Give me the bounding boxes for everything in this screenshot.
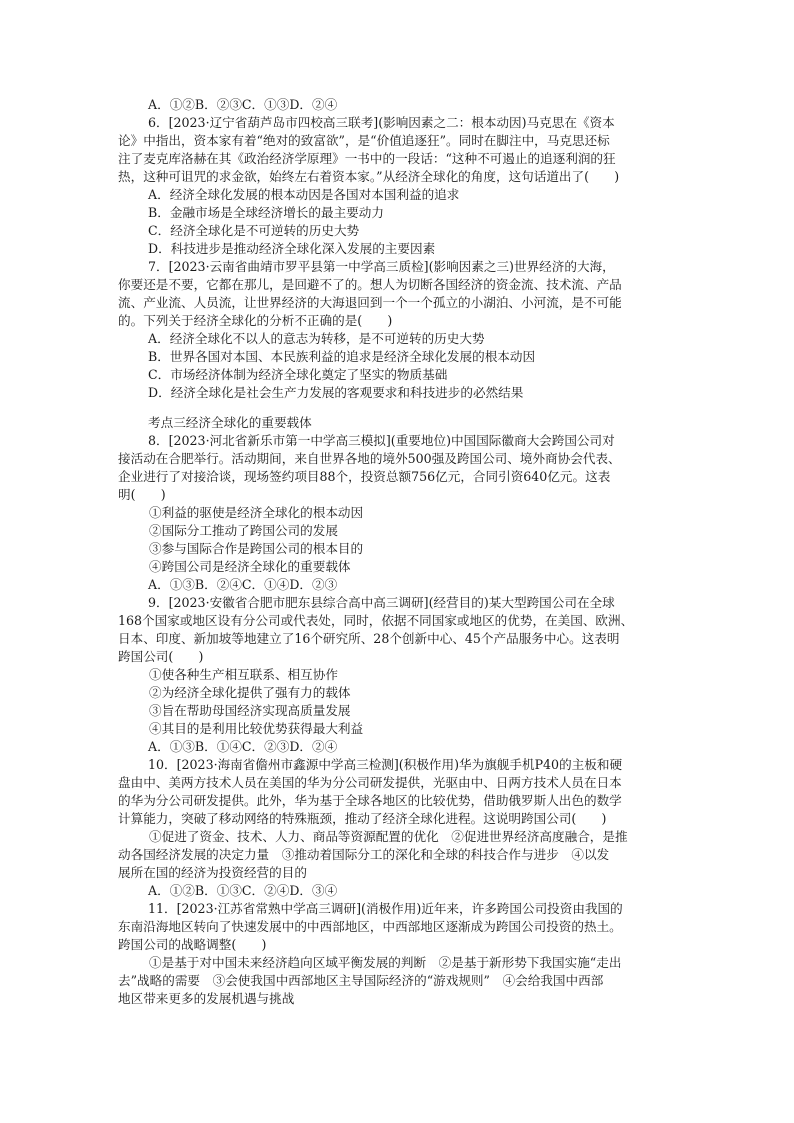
q9-stem-line-2: 168个国家或地区设有分公司或代表处，同时，依据不同国家或地区的优势，在美国、欧洲、 <box>118 613 634 628</box>
q8-statement-1: ①利益的驱使是经济全球化的根本动因 <box>149 505 364 520</box>
q10-stem-line-2: 盘由中、美两方技术人员在美国的华为分公司研发提供，光驱由中、日两方技术人员在日本 <box>118 775 622 790</box>
q9-options: A．①③B．①④C．②③D．②④ <box>148 739 338 754</box>
q8-statement-4: ④跨国公司是经济全球化的重要载体 <box>149 559 351 574</box>
document-page <box>118 96 678 1008</box>
question-10 <box>118 756 678 900</box>
q7-stem-line-4: 的。下列关于经济全球化的分析不正确的是( ) <box>118 313 393 328</box>
question-9 <box>118 594 678 756</box>
q9-statement-2: ②为经济全球化提供了强有力的载体 <box>149 685 351 700</box>
q11-statements-line-2: 去”战略的需要 ③会使我国中西部地区主导国际经济的“游戏规则” ④会给我国中西部 <box>118 973 604 988</box>
q7-option-d: D．经济全球化是社会生产力发展的客观要求和科技进步的必然结果 <box>148 385 524 400</box>
q8-stem-line-4: 明( ) <box>118 487 166 502</box>
q8-stem-line-2: 接活动在合肥举行。活动期间，来自世界各地的境外500强及跨国公司、境外商协会代表、 <box>118 451 621 466</box>
q6-option-c: C．经济全球化是不可逆转的历史大势 <box>148 223 360 238</box>
q11-stem-line-1: 11．[2023·江苏省常熟中学高三调研](消极作用)近年来，许多跨国公司投资由我国的 <box>148 901 623 916</box>
question-11 <box>118 900 678 1008</box>
q8-stem-line-1: 8．[2023·河北省新乐市第一中学高三模拟](重要地位)中国国际徽商大会跨国公司对 <box>148 433 615 448</box>
q8-statement-3: ③参与国际合作是跨国公司的根本目的 <box>149 541 364 556</box>
q9-statement-4: ④其目的是利用比较优势获得最大利益 <box>149 721 364 736</box>
section-gap <box>118 402 678 414</box>
q6-stem-line-1: 6．[2023·辽宁省葫芦岛市四校高三联考](影响因素之二：根本动因)马克思在《资本 <box>148 115 615 130</box>
q6-option-a: A．经济全球化发展的根本动因是各国对本国利益的追求 <box>148 187 460 202</box>
q8-statement-2: ②国际分工推动了跨国公司的发展 <box>149 523 338 538</box>
q7-option-c: C．市场经济体制为经济全球化奠定了坚实的物质基础 <box>148 367 448 382</box>
q9-statement-3: ③旨在帮助母国经济实现高质量发展 <box>149 703 351 718</box>
q8-options: A．①③B．②④C．①④D．②③ <box>148 577 338 592</box>
q6-stem-line-4: 热，这种可诅咒的求金欲，始终左右着资本家。”从经济全球化的角度，这句话道出了( ) <box>118 169 620 184</box>
q6-option-b: B．金融市场是全球经济增长的最主要动力 <box>148 205 384 220</box>
q7-option-a: A．经济全球化不以人的意志为转移，是不可逆转的历史大势 <box>148 331 485 346</box>
q7-stem-line-3: 流、产业流、人员流，让世界经济的大海退回到一个一个孤立的小湖泊、小河流，是不可能 <box>118 295 622 310</box>
q10-statements-line-2: 动各国经济发展的决定力量 ③推动着国际分工的深化和全球的科技合作与进步 ④以发 <box>118 847 610 862</box>
prev-question-options: A．①②B．②③C．①③D．②④ <box>148 97 338 112</box>
question-7 <box>118 258 678 402</box>
q7-option-b: B．世界各国对本国、本民族利益的追求是经济全球化发展的根本动因 <box>148 349 536 364</box>
q11-statements-line-3: 地区带来更多的发展机遇与挑战 <box>118 991 295 1006</box>
q10-statements-line-3: 展所在国的经济为投资经营的目的 <box>118 865 307 880</box>
q9-stem-line-4: 跨国公司( ) <box>118 649 204 664</box>
section-3-title: 考点三经济全球化的重要载体 <box>148 415 312 430</box>
q10-stem-line-1: 10．[2023·海南省儋州市鑫源中学高三检测](积极作用)华为旗舰手机P40的主板和硬 <box>148 757 623 772</box>
q11-statements-line-1: ①是基于对中国未来经济趋向区域平衡发展的判断 ②是基于新形势下我国实施“走出 <box>149 955 622 970</box>
q10-stem-line-4: 计算能力，突破了移动网络的特殊瓶颈，推动了经济全球化进程。这说明跨国公司( ) <box>118 811 607 826</box>
q7-stem-line-2: 你要还是不要，它都在那儿，是回避不了的。想人为切断各国经济的资金流、技术流、产品 <box>118 277 622 292</box>
q11-stem-line-3: 跨国公司的战略调整( ) <box>118 937 267 952</box>
q8-stem-line-3: 企业进行了对接洽谈，现场签约项目88个，投资总额756亿元，合同引资640亿元。这表 <box>118 469 611 484</box>
q9-statement-1: ①使各种生产相互联系、相互协作 <box>149 667 338 682</box>
q6-option-d: D．科技进步是推动经济全球化深入发展的主要因素 <box>148 241 436 256</box>
q7-stem-line-1: 7．[2023·云南省曲靖市罗平县第一中学高三质检](影响因素之三)世界经济的大海， <box>148 259 615 274</box>
q6-stem-line-2: 论》中指出，资本家有着“绝对的致富欲”，是“价值追逐狂”。同时在脚注中，马克思还标 <box>118 133 610 148</box>
q6-stem-line-3: 注了麦克库洛赫在其《政治经济学原理》一书中的一段话：“这种不可遏止的追逐利润的狂 <box>118 151 616 166</box>
question-8 <box>118 432 678 594</box>
q9-stem-line-1: 9．[2023·安徽省合肥市肥东县综合高中高三调研](经营目的)某大型跨国公司在全球 <box>148 595 615 610</box>
question-6 <box>118 114 678 258</box>
q11-stem-line-2: 东南沿海地区转向了快速发展中的中西部地区，中西部地区逐渐成为跨国公司投资的热土。 <box>118 919 622 934</box>
q9-stem-line-3: 日本、印度、新加坡等地建立了16个研究所、28个创新中心、45个产品服务中心。这表明 <box>118 631 620 646</box>
q10-options: A．①②B．①③C．②④D．③④ <box>148 883 338 898</box>
q10-stem-line-3: 的华为分公司研发提供。此外，华为基于全球各地区的比较优势，借助俄罗斯人出色的数学 <box>118 793 622 808</box>
q10-statements-line-1: ①促进了资金、技术、人力、商品等资源配置的优化 ②促进世界经济高度融合，是推 <box>149 829 628 844</box>
